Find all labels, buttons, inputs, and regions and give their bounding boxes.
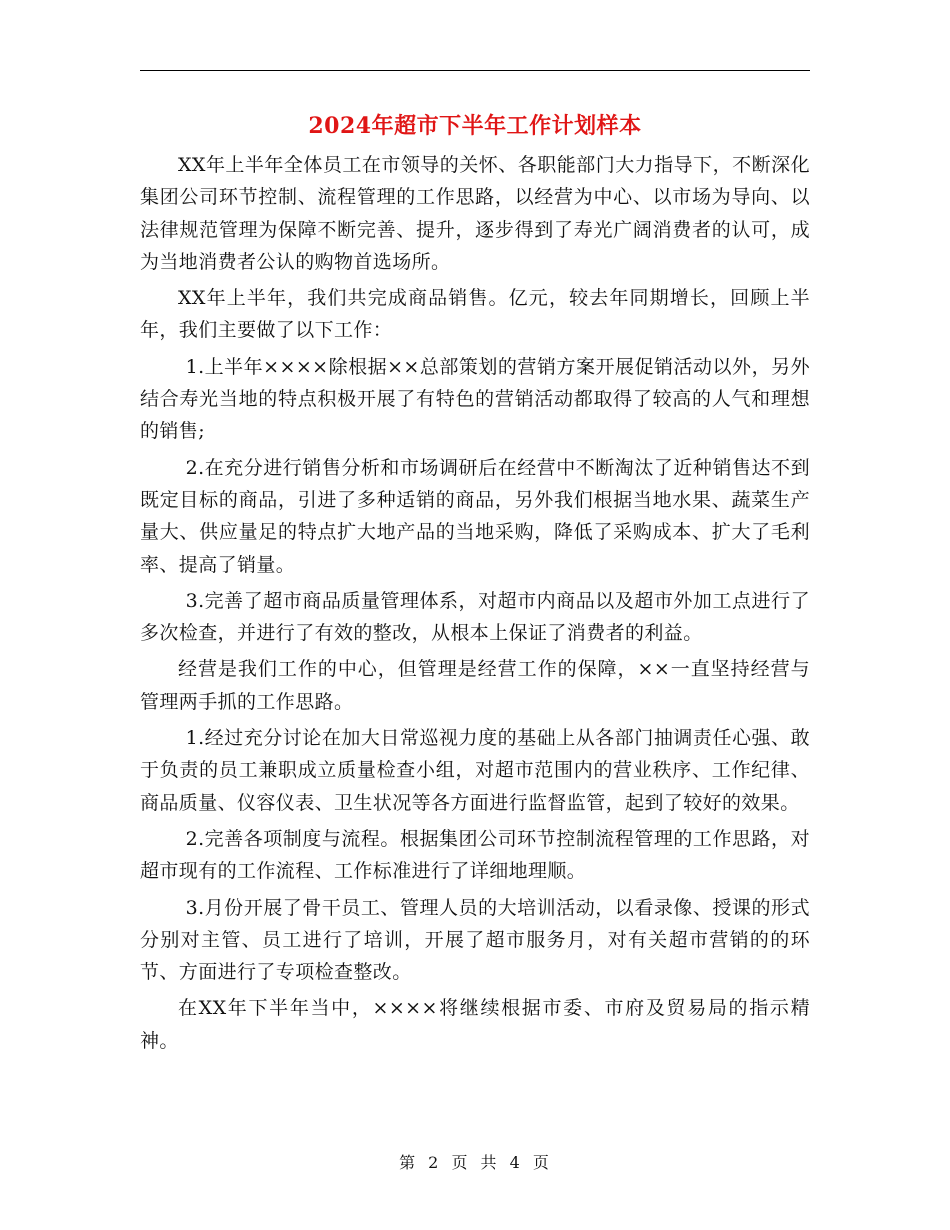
- paragraph-sales-summary: XX年上半年，我们共完成商品销售。亿元，较去年同期增长，回顾上半年，我们主要做了以下工作：: [140, 287, 810, 342]
- document-body: [140, 149, 810, 1061]
- paragraph-second-half-plan: 在XX年下半年当中，××××将继续根据市委、市府及贸易局的指示精神。: [140, 997, 810, 1052]
- paragraph-management: 经营是我们工作的中心，但管理是经营工作的保障，××一直坚持经营与管理两手抓的工作思路。: [140, 658, 810, 713]
- paragraph-item-2-procedures: 2.完善各项制度与流程。根据集团公司环节控制流程管理的工作思路，对超市现有的工作流程、工作标准进行了详细地理顺。: [140, 827, 810, 883]
- paragraph-item-2-sales-analysis: 2.在充分进行销售分析和市场调研后在经营中不断淘汰了近种销售达不到既定目标的商品，引进了多种适销的商品，另外我们根据当地水果、蔬菜生产量大、供应量足的特点扩大地产品的当地采购，降低了采购成本、扩大了毛利率、提高了销量。: [140, 456, 810, 576]
- header-rule: [140, 70, 810, 71]
- paragraph-item-1-quality-team: 1.经过充分讨论在加大日常巡视力度的基础上从各部门抽调责任心强、敢于负责的员工兼职成立质量检查小组，对超市范围内的营业秩序、工作纪律、商品质量、仪容仪表、卫生状况等各方面进行监督监管，起到了较好的效果。: [140, 727, 810, 814]
- paragraph-item-3-training: 3.月份开展了骨干员工、管理人员的大培训活动，以看录像、授课的形式分别对主管、员工进行了培训，开展了超市服务月，对有关超市营销的的环节、方面进行了专项检查整改。: [140, 896, 810, 984]
- document-title: 2024年超市下半年工作计划样本: [308, 113, 642, 139]
- paragraph-intro: XX年上半年全体员工在市领导的关怀、各职能部门大力指导下，不断深化集团公司环节控制、流程管理的工作思路，以经营为中心、以市场为导向、以法律规范管理为保障不断完善、提升，逐步得到了寿光广阔消费者的认可，成为当地消费者公认的购物首选场所。: [140, 154, 810, 273]
- paragraph-item-1-promotions: 1.上半年××××除根据××总部策划的营销方案开展促销活动以外，另外结合寿光当地的特点积极开展了有特色的营销活动都取得了较高的人气和理想的销售;: [140, 355, 810, 443]
- paragraph-item-3-quality-system: 3.完善了超市商品质量管理体系，对超市内商品以及超市外加工点进行了多次检查，并进行了有效的整改，从根本上保证了消费者的利益。: [140, 589, 810, 645]
- page-number: 第 2 页 共 4 页: [399, 1153, 551, 1172]
